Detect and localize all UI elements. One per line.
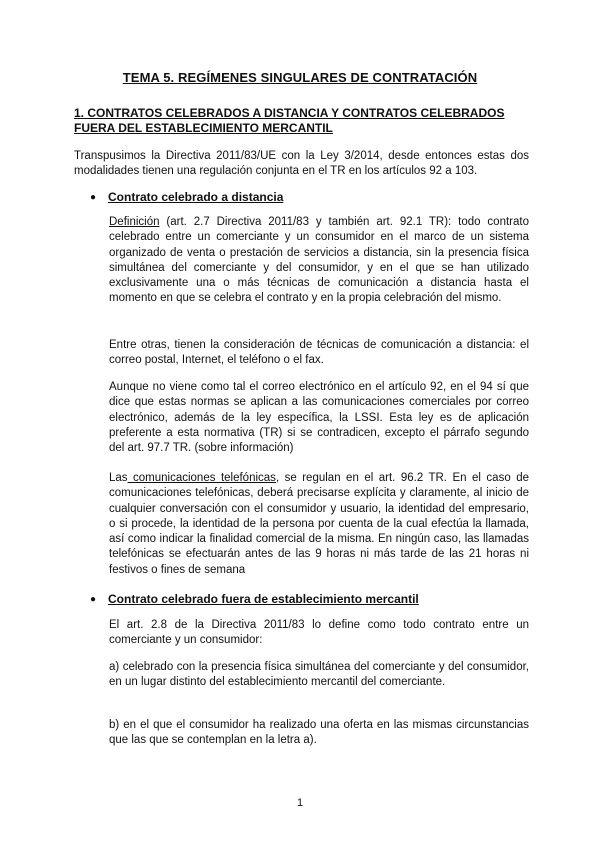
- section-heading: 1. CONTRATOS CELEBRADOS A DISTANCIA Y CONTRATOS CELEBRADOS FUERA DEL ESTABLECIMIENTO MERCANTIL: [74, 106, 505, 135]
- definition-term: Definición: [109, 216, 160, 228]
- phone-paragraph: [109, 471, 529, 578]
- intro-paragraph: Transpusimos la Directiva 2011/83/UE con la Ley 3/2014, desde entonces estas dos modalidades tienen una regulación conjunta en el TR en los artículos 92 a 103.: [74, 150, 529, 178]
- bullet-icon: ●: [90, 594, 97, 605]
- page-number: 1: [296, 797, 304, 809]
- bullet-label: Contrato celebrado fuera de establecimiento mercantil: [108, 592, 419, 606]
- item-b-paragraph: b) en el que el consumidor ha realizado una oferta en las mismas circunstancias que las que se contemplan en la letra a).: [109, 719, 529, 747]
- phone-prefix: Las: [109, 472, 128, 484]
- phone-term: comunicaciones telefónicas: [127, 472, 276, 484]
- email-paragraph: Aunque no viene como tal el correo electrónico en el artículo 92, en el 94 sí que dice que estas normas se aplican a las comunicaciones comerciales por correo electrónico, además de la ley específica, la LSSI. Esta ley es de aplicación preferente a esta normativa (TR) si se contradicen, excepto el párrafo segundo del art. 97.7 TR. (sobre información): [109, 381, 529, 455]
- off-premises-definition-paragraph: El art. 2.8 de la Directiva 2011/83 lo define como todo contrato entre un comerciante y un consumidor:: [109, 619, 529, 647]
- item-a-paragraph: a) celebrado con la presencia física simultánea del comerciante y del consumidor, en un lugar distinto del establecimiento mercantil del comerciante.: [109, 661, 529, 689]
- bullet-label: Contrato celebrado a distancia: [108, 190, 284, 204]
- bullet-icon: ●: [90, 192, 97, 203]
- definition-paragraph: [109, 215, 529, 307]
- techniques-paragraph: Entre otras, tienen la consideración de técnicas de comunicación a distancia: el correo postal, Internet, el teléfono o el fax.: [109, 339, 529, 367]
- definition-text: (art. 2.7 Directiva 2011/83 y también art. 92.1 TR): todo contrato celebrado entre un comerciante y un consumidor en el marco de un sistema organizado de venta o prestación de servicios a distancia, sin la presencia física simultánea del comerciante y del consumidor, y en el que se han utilizado exclusivamente una o más técnicas de comunicación a distancia hasta el momento en que se celebra el contrato y en la propia celebración del mismo.: [109, 216, 529, 305]
- document-title: TEMA 5. REGÍMENES SINGULARES DE CONTRATACIÓN: [122, 70, 478, 85]
- phone-text: , se regulan en el art. 96.2 TR. En el caso de comunicaciones telefónicas, deberá precisarse explícita y claramente, al inicio de cualquier conversación con el consumidor y usuario, la identidad del empresario, o si procede, la identidad de la persona por cuenta de la cual efectúa la llamada, así como indicar la finalidad comercial de la misma. En ningún caso, las llamadas telefónicas se efectuarán antes de las 9 horas ni más tarde de las 21 horas ni festivos o fines de semana: [109, 472, 529, 576]
